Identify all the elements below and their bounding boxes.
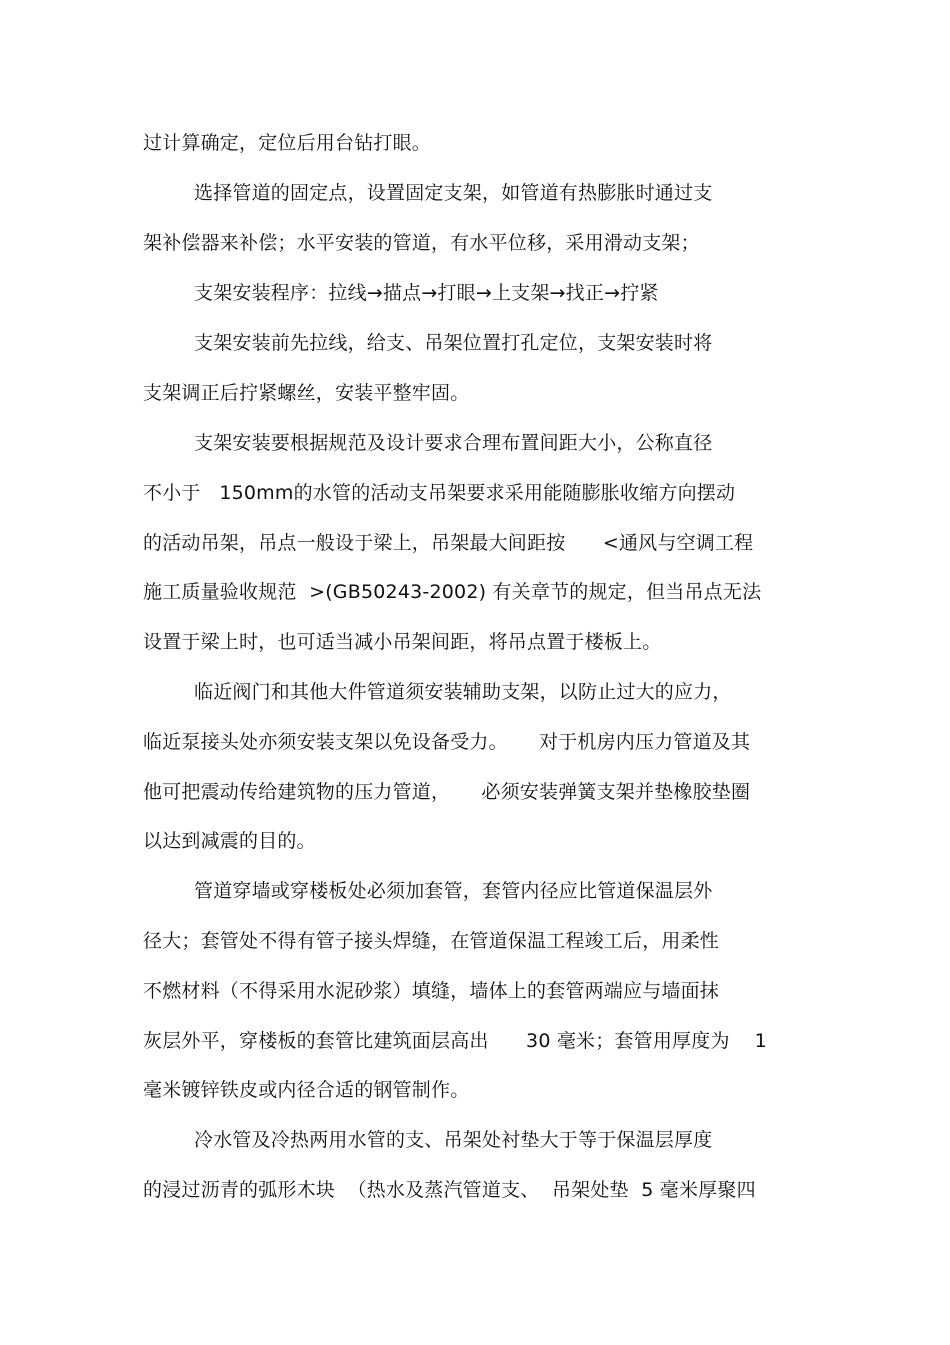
text-line: 以达到减震的目的。 (143, 830, 316, 852)
text-line: 的浸过沥青的弧形木块 （热水及蒸汽管道支、 吊架处垫 5 毫米厚聚四 (143, 1179, 756, 1201)
text-line: 架补偿器来补偿；水平安装的管道，有水平位移，采用滑动支架； (143, 232, 700, 254)
text-line: 支架安装程序：拉线→描点→打眼→上支架→找正→拧紧 (194, 282, 659, 304)
text-line: 临近阀门和其他大件管道须安装辅助支架，以防止过大的应力， (194, 681, 732, 703)
text-line: 支架安装前先拉线，给支、吊架位置打孔定位，支架安装时将 (194, 332, 713, 354)
text-line: 灰层外平，穿楼板的套管比建筑面层高出 30 毫米；套管用厚度为 1 (143, 1030, 767, 1052)
text-line: 支架调正后拧紧螺丝，安装平整牢固。 (143, 382, 470, 404)
text-line: 管道穿墙或穿楼板处必须加套管，套管内径应比管道保温层外 (194, 880, 713, 902)
text-line: 过计算确定，定位后用台钻打眼。 (143, 132, 432, 154)
text-line: 的活动吊架，吊点一般设于梁上，吊架最大间距按 <通风与空调工程 (143, 532, 754, 554)
text-line: 不燃材料（不得采用水泥砂浆）填缝，墙体上的套管两端应与墙面抹 (143, 980, 720, 1002)
text-line: 他可把震动传给建筑物的压力管道， 必须安装弹簧支架并垫橡胶垫圈 (143, 781, 751, 803)
text-line: 选择管道的固定点，设置固定支架，如管道有热膨胀时通过支 (194, 182, 713, 204)
text-line: 冷水管及冷热两用水管的支、吊架处衬垫大于等于保温层厚度 (194, 1129, 713, 1151)
text-line: 临近泵接头处亦须安装支架以免设备受力。 对于机房内压力管道及其 (143, 731, 751, 753)
text-line: 不小于 150mm的水管的活动支吊架要求采用能随膨胀收缩方向摆动 (143, 482, 736, 504)
text-line: 支架安装要根据规范及设计要求合理布置间距大小，公称直径 (194, 432, 713, 454)
text-line: 设置于梁上时，也可适当减小吊架间距，将吊点置于楼板上。 (143, 631, 662, 653)
text-line: 施工质量验收规范 >(GB50243-2002) 有关章节的规定，但当吊点无法 (143, 581, 762, 603)
text-line: 径大；套管处不得有管子接头焊缝，在管道保温工程竣工后，用柔性 (143, 930, 720, 952)
text-line: 毫米镀锌铁皮或内径合适的钢管制作。 (143, 1079, 470, 1101)
